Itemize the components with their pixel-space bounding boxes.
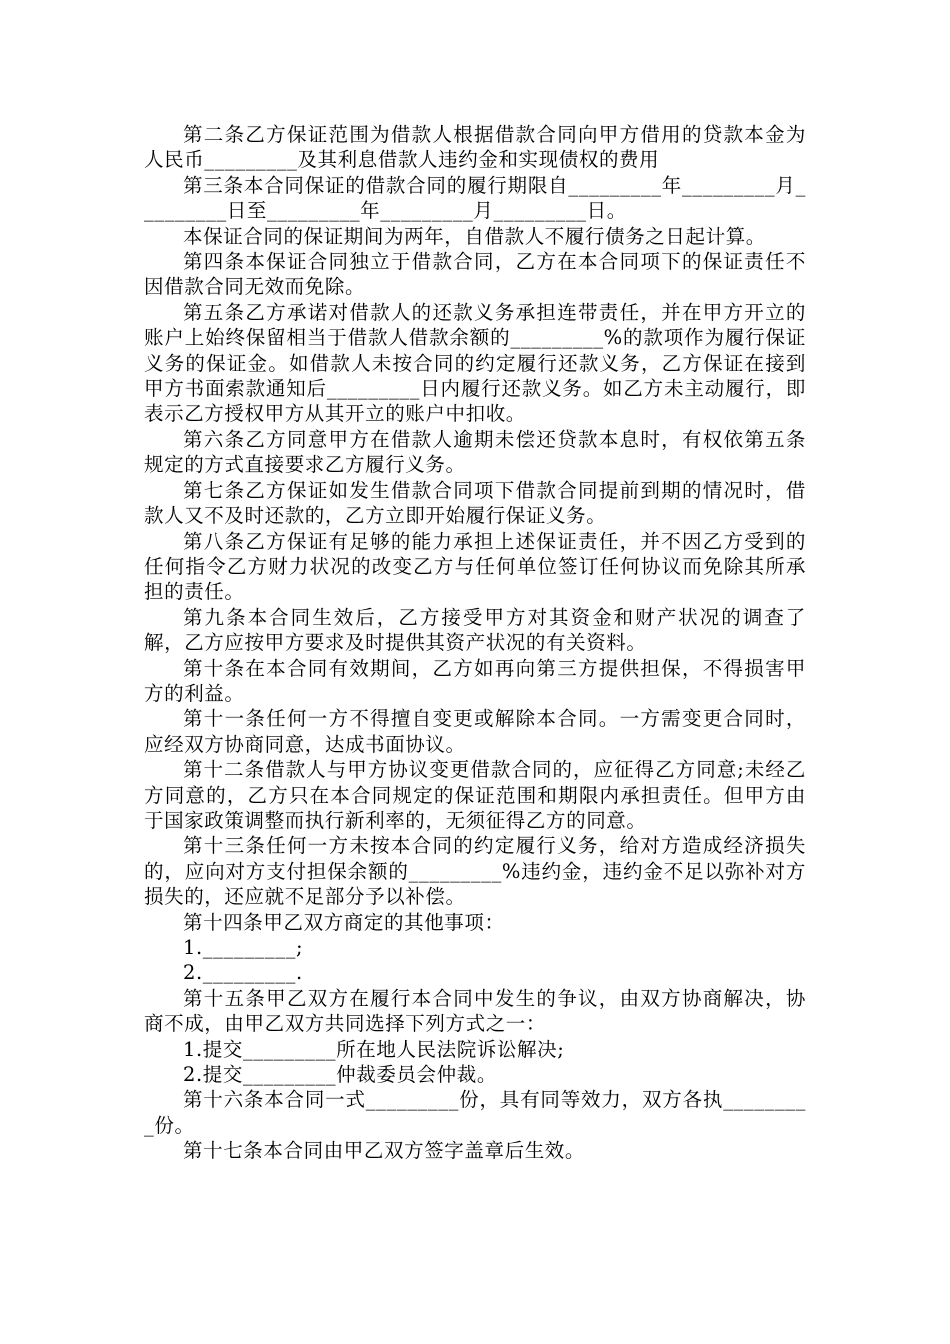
clause-4-paragraph: 第四条本保证合同独立于借款合同，乙方在本合同项下的保证责任不因借款合同无效而免除。 bbox=[144, 250, 806, 299]
clause-12-paragraph: 第十二条借款人与甲方协议变更借款合同的，应征得乙方同意;未经乙方同意的，乙方只在本合同规定的保证范围和期限内承担责任。但甲方由于国家政策调整而执行新利率的，无须征得乙方的同意。 bbox=[144, 758, 806, 832]
clause-3-paragraph: 第三条本合同保证的借款合同的履行期限自_________年_________月_________日至_________年_________月_________日。 bbox=[144, 173, 806, 223]
clause-15-paragraph: 第十五条甲乙双方在履行本合同中发生的争议，由双方协商解决，协商不成，由甲乙双方共同选择下列方式之一： bbox=[144, 986, 806, 1036]
clause-8-paragraph: 第八条乙方保证有足够的能力承担上述保证责任，并不因乙方受到的任何指令乙方财力状况的改变乙方与任何单位签订任何协议而免除其所承担的责任。 bbox=[144, 529, 806, 604]
clause-14-item-2: 2._________. bbox=[183, 961, 303, 985]
clause-17-paragraph: 第十七条本合同由甲乙双方签字盖章后生效。 bbox=[183, 1139, 586, 1163]
contract-document bbox=[144, 122, 806, 1164]
clause-11-paragraph: 第十一条任何一方不得擅自变更或解除本合同。一方需变更合同时，应经双方协商同意，达成书面协议。 bbox=[144, 707, 806, 756]
clause-14-item-1: 1._________; bbox=[183, 936, 304, 959]
clause-13-paragraph: 第十三条任何一方未按本合同的约定履行义务，给对方造成经济损失的，应向对方支付担保余额的_________%违约金，违约金不足以弥补对方损失的，还应就不足部分予以补偿。 bbox=[144, 834, 806, 909]
clause-5-paragraph: 第五条乙方承诺对借款人的还款义务承担连带责任，并在甲方开立的账户上始终保留相当于借款人借款余额的_________%的款项作为履行保证义务的保证金。如借款人未按合同的约定履行还款义务，乙方保证在接到甲方书面索款通知后_________日内履行还款义务。如乙方未主动履行，即表示乙方授权甲方从其开立的账户中扣收。 bbox=[144, 300, 806, 426]
clause-15-option-1: 1.提交_________所在地人民法院诉讼解决; bbox=[183, 1037, 565, 1061]
clause-7-paragraph: 第七条乙方保证如发生借款合同项下借款合同提前到期的情况时，借款人又不及时还款的，乙方立即开始履行保证义务。 bbox=[144, 478, 806, 528]
clause-14-paragraph: 第十四条甲乙双方商定的其他事项： bbox=[183, 910, 505, 934]
clause-16-paragraph: 第十六条本合同一式_________份，具有同等效力，双方各执_________份。 bbox=[144, 1088, 806, 1137]
clause-15-option-2: 2.提交_________仲裁委员会仲裁。 bbox=[183, 1063, 497, 1087]
guarantee-period-paragraph: 本保证合同的保证期间为两年，自借款人不履行债务之日起计算。 bbox=[183, 224, 766, 248]
clause-10-paragraph: 第十条在本合同有效期间，乙方如再向第三方提供担保，不得损害甲方的利益。 bbox=[144, 656, 806, 705]
clause-2-paragraph: 第二条乙方保证范围为借款人根据借款合同向甲方借用的贷款本金为人民币_________及其利息借款人违约金和实现债权的费用 bbox=[144, 123, 806, 172]
clause-9-paragraph: 第九条本合同生效后，乙方接受甲方对其资金和财产状况的调查了解，乙方应按甲方要求及时提供其资产状况的有关资料。 bbox=[144, 605, 806, 655]
clause-6-paragraph: 第六条乙方同意甲方在借款人逾期未偿还贷款本息时，有权依第五条规定的方式直接要求乙方履行义务。 bbox=[144, 427, 806, 477]
